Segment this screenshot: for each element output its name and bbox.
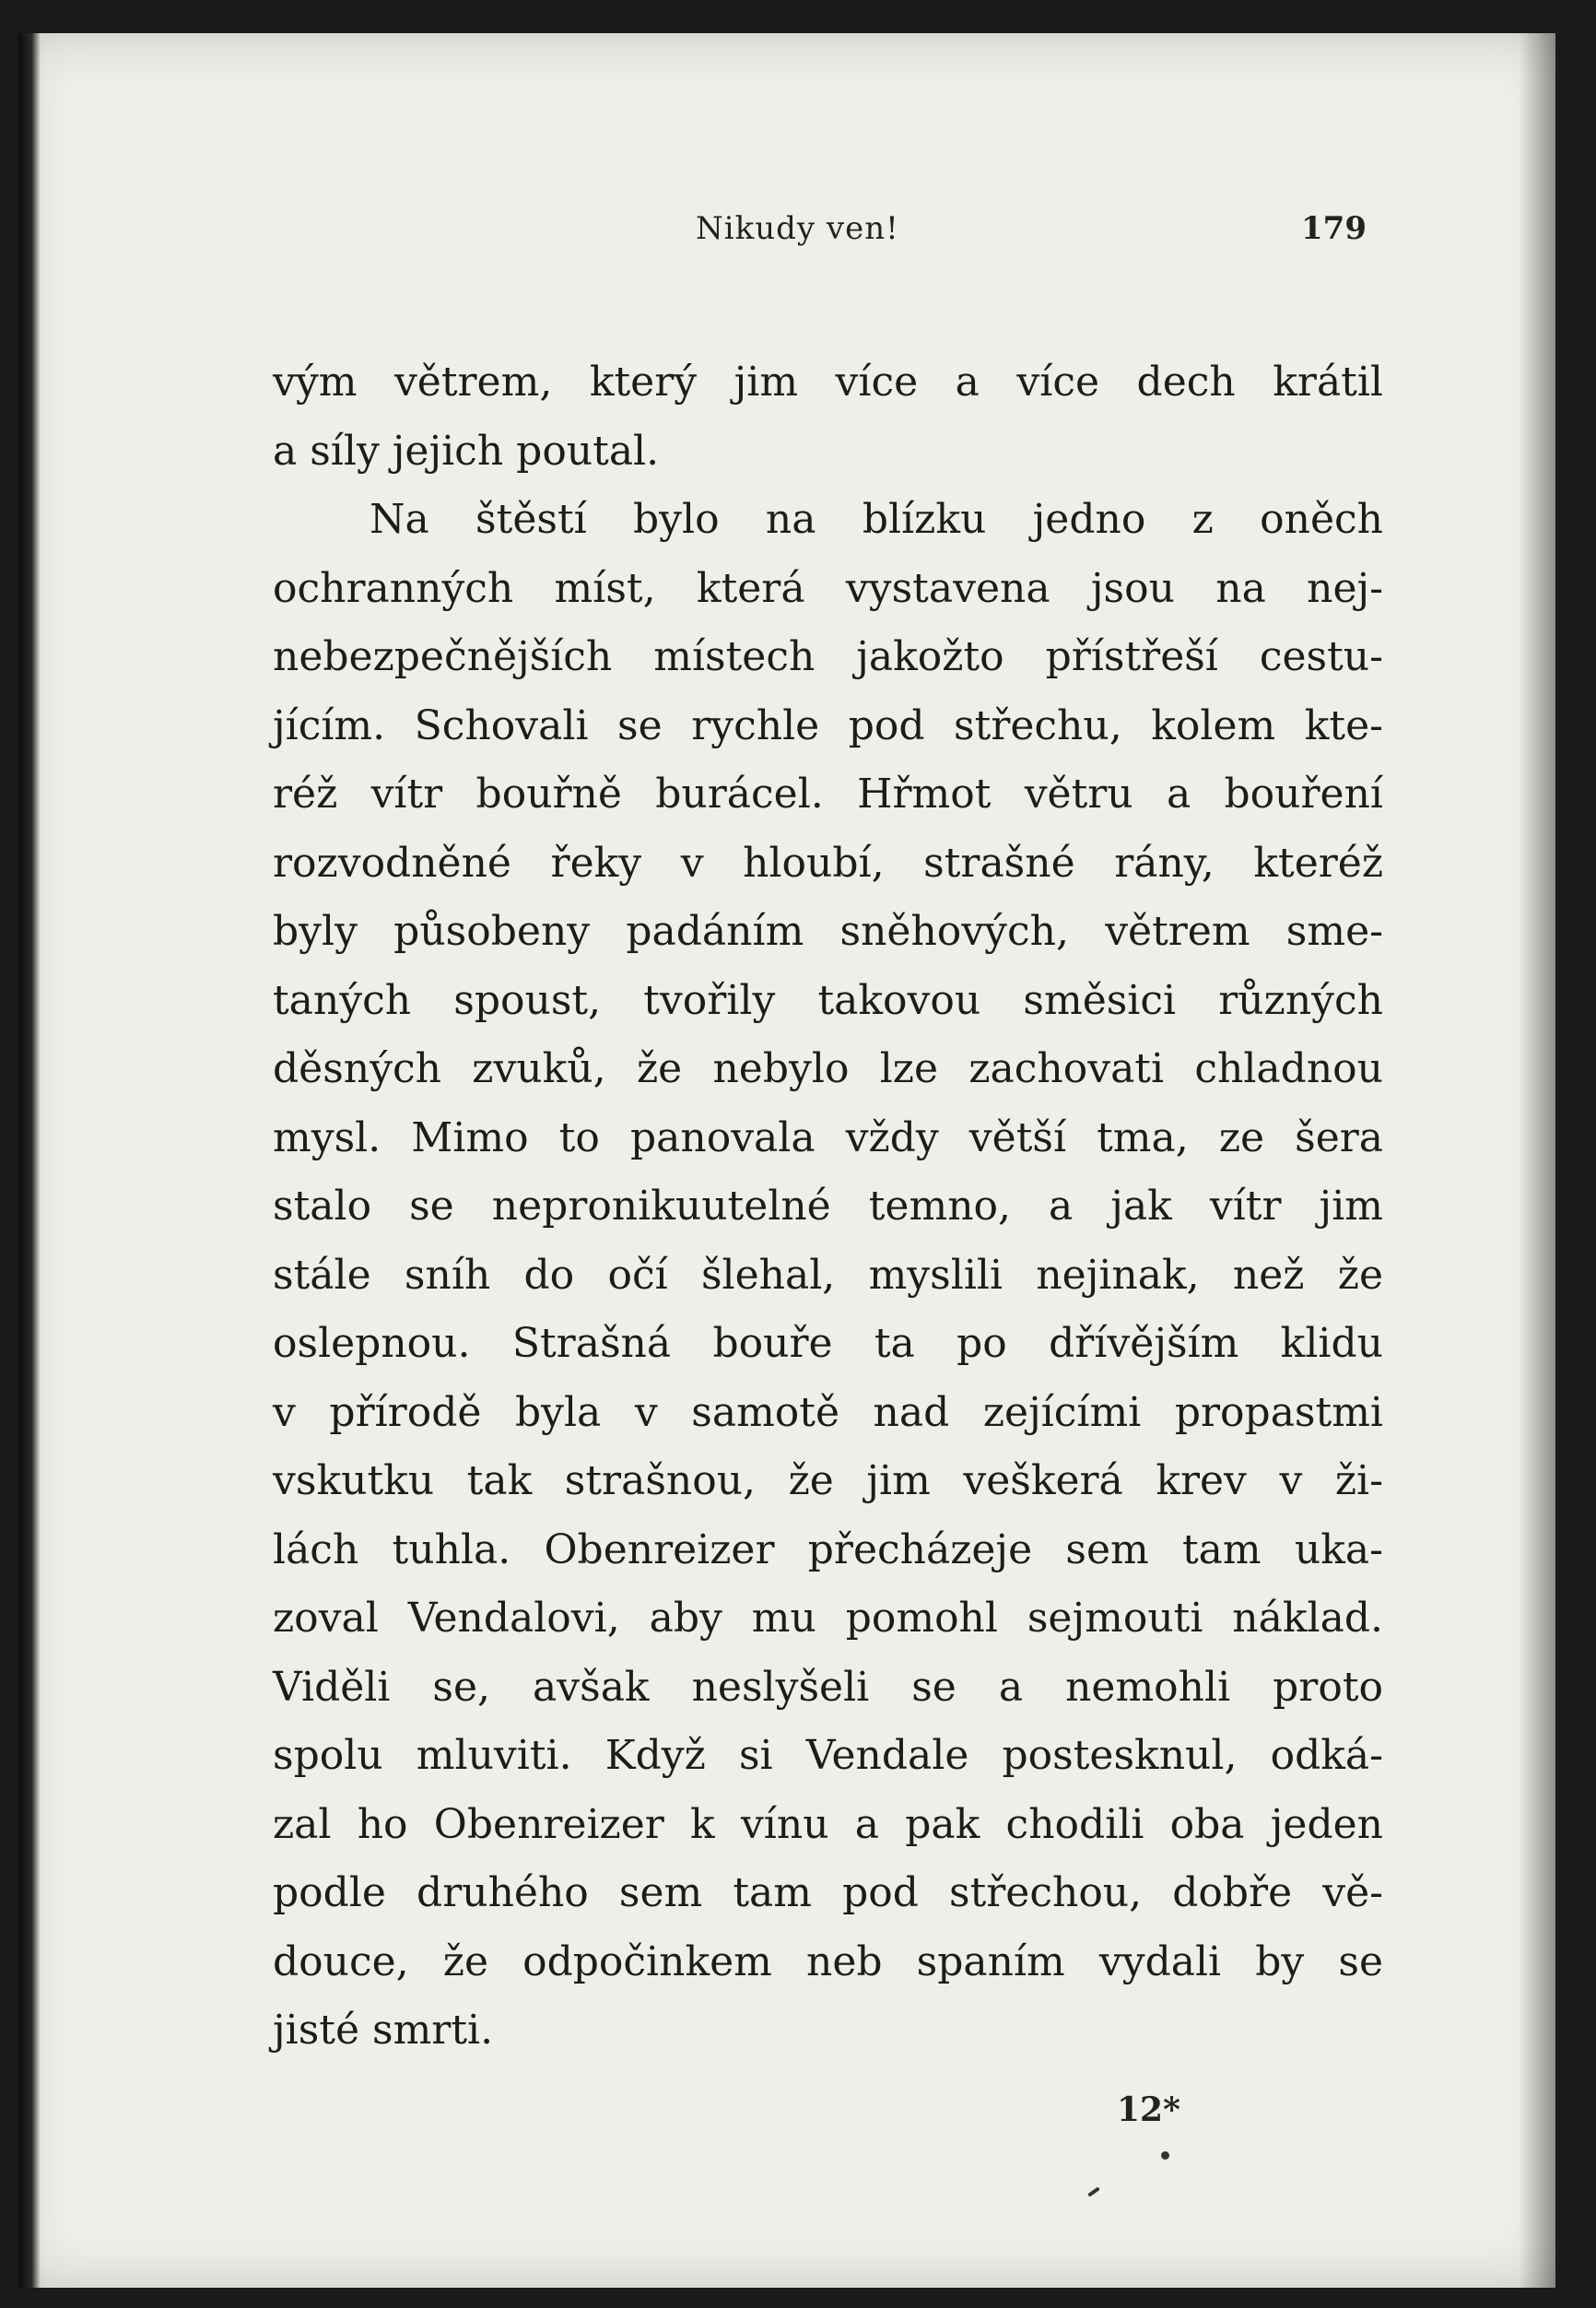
signature-mark: 12* xyxy=(1117,2090,1180,2129)
text-line: Viděli se, avšak neslyšeli se a nemohli proto xyxy=(273,1663,1383,1711)
text-line: oslepnou. Strašná bouře ta po dřívějším klidu xyxy=(273,1320,1383,1367)
text-line: děsných zvuků, že nebylo lze zachovati chladnou xyxy=(273,1045,1383,1092)
body-text xyxy=(273,348,1383,2066)
running-title: Nikudy ven! xyxy=(696,210,899,247)
text-line: byly působeny padáním sněhových, větrem sme- xyxy=(273,908,1383,955)
text-line: zal ho Obenreizer k vínu a pak chodili oba jeden xyxy=(273,1800,1383,1848)
text-line: lách tuhla. Obenreizer přecházeje sem tam uka- xyxy=(273,1525,1383,1573)
text-line: v přírodě byla v samotě nad zejícími propastmi xyxy=(273,1388,1383,1436)
text-line: jisté smrti. xyxy=(273,2007,494,2054)
text-line: ochranných míst, která vystavena jsou na nej- xyxy=(273,564,1383,612)
text-line: a síly jejich poutal. xyxy=(273,427,660,475)
page-number: 179 xyxy=(1301,210,1367,247)
text-line: stalo se nepronikuutelné temno, a jak vítr jim xyxy=(273,1183,1383,1230)
text-line: podle druhého sem tam pod střechou, dobře vě- xyxy=(273,1869,1383,1916)
text-line: douce, že odpočinkem neb spaním vydali by se xyxy=(273,1937,1383,1985)
text-line: réž vítr bouřně burácel. Hřmot větru a bouření xyxy=(273,771,1383,818)
text-line: mysl. Mimo to panovala vždy větší tma, ze šera xyxy=(273,1113,1383,1161)
text-line: vým větrem, který jim více a více dech krátil xyxy=(273,359,1383,406)
text-line: stále sníh do očí šlehal, myslili nejinak, než že xyxy=(273,1251,1383,1299)
ink-speck xyxy=(1087,2186,1100,2196)
page-edge-shadow xyxy=(1519,33,1555,2288)
text-line: spolu mluviti. Když si Vendale postesknul, odká- xyxy=(273,1732,1383,1779)
text-line: nebezpečnějších místech jakožto přístřeší cestu- xyxy=(273,633,1383,680)
text-line: jícím. Schovali se rychle pod střechu, kolem kte- xyxy=(273,701,1383,749)
text-line: zoval Vendalovi, aby mu pomohl sejmouti náklad. xyxy=(273,1595,1383,1642)
text-line: rozvodněné řeky v hloubí, strašné rány, kteréž xyxy=(273,839,1383,887)
ink-speck xyxy=(1161,2151,1169,2160)
book-page xyxy=(18,33,1555,2288)
text-line: Na štěstí bylo na blízku jedno z oněch xyxy=(370,496,1383,543)
text-line: vskutku tak strašnou, že jim veškerá krev v ži- xyxy=(273,1457,1383,1504)
binding-edge xyxy=(18,33,41,2288)
text-line: taných spoust, tvořily takovou směsici různých xyxy=(273,976,1383,1024)
